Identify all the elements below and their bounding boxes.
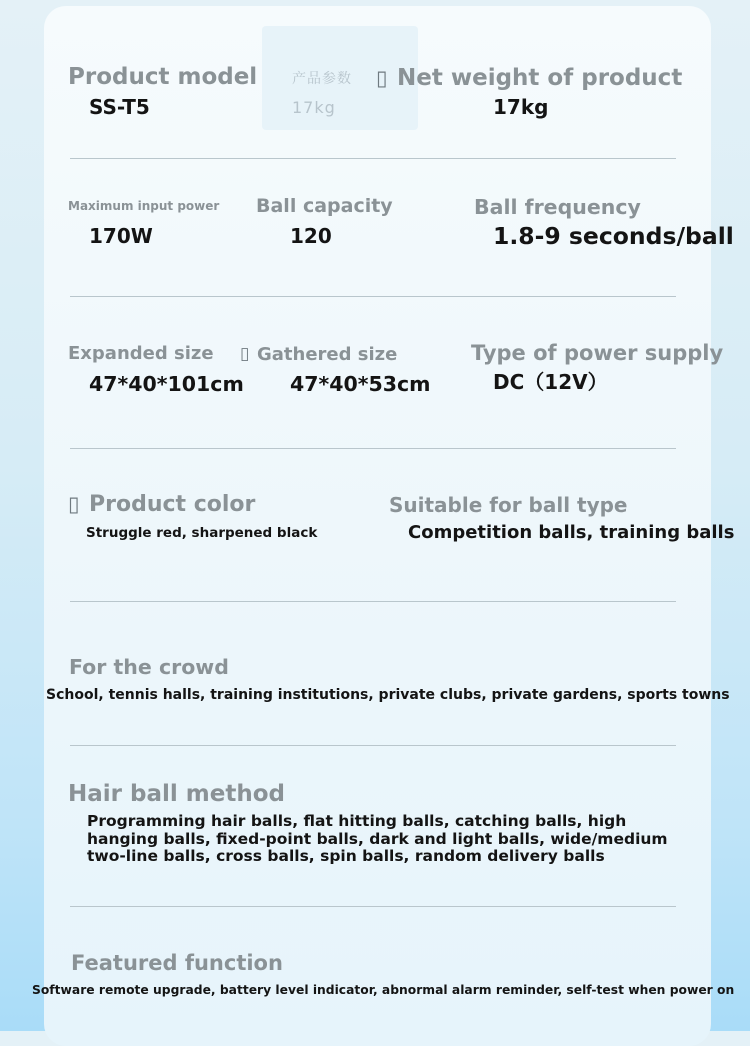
hair-ball-method-value [87, 813, 668, 866]
ball-frequency-label: Ball frequency [474, 195, 641, 219]
divider [70, 601, 676, 602]
product-model-label: Product model [68, 64, 258, 90]
ball-type-value: Competition balls, training balls [408, 522, 735, 543]
net-weight-label: Net weight of product [397, 65, 683, 91]
max-input-power-label: Maximum input power [68, 199, 220, 213]
product-color-value: Struggle red, sharpened black [86, 525, 318, 541]
divider [70, 906, 676, 907]
divider [70, 296, 676, 297]
placeholder-icon: ▯ [376, 66, 388, 90]
gathered-size-value: 47*40*53cm [290, 372, 431, 396]
product-color-label: Product color [89, 492, 256, 517]
hair-ball-method-label: Hair ball method [68, 781, 285, 807]
ball-capacity-value: 120 [290, 224, 332, 248]
featured-function-label: Featured function [71, 951, 283, 975]
power-supply-label: Type of power supply [471, 341, 724, 365]
hair-ball-method-line: hanging balls, fixed-point balls, dark and light balls, wide/medium [87, 829, 668, 848]
watermark-text-bottom: 17kg [292, 98, 336, 117]
gathered-size-label: Gathered size [257, 344, 398, 365]
divider [70, 158, 676, 159]
ball-capacity-label: Ball capacity [256, 195, 393, 217]
expanded-size-value: 47*40*101cm [89, 372, 244, 396]
ball-frequency-value: 1.8-9 seconds/ball [493, 222, 734, 250]
crowd-label: For the crowd [69, 655, 229, 679]
featured-function-value: Software remote upgrade, battery level indicator, abnormal alarm reminder, self-test when power on [32, 983, 735, 997]
expanded-size-label: Expanded size [68, 343, 214, 364]
hair-ball-method-line: Programming hair balls, flat hitting balls, catching balls, high [87, 812, 627, 830]
product-model-value: SS-T5 [89, 95, 150, 119]
divider [70, 745, 676, 746]
power-supply-value: DC（12V） [493, 370, 608, 394]
crowd-value: School, tennis halls, training institutions, private clubs, private gardens, sports towns [46, 687, 730, 703]
net-weight-value: 17kg [493, 95, 549, 119]
hair-ball-method-line: two-line balls, cross balls, spin balls, random delivery balls [87, 847, 605, 865]
ball-type-label: Suitable for ball type [389, 493, 628, 517]
max-input-power-value: 170W [89, 224, 153, 248]
placeholder-icon: ▯ [68, 492, 80, 516]
watermark-text-top: 产品参数 [292, 71, 352, 87]
divider [70, 448, 676, 449]
placeholder-icon: ▯ [240, 344, 250, 364]
